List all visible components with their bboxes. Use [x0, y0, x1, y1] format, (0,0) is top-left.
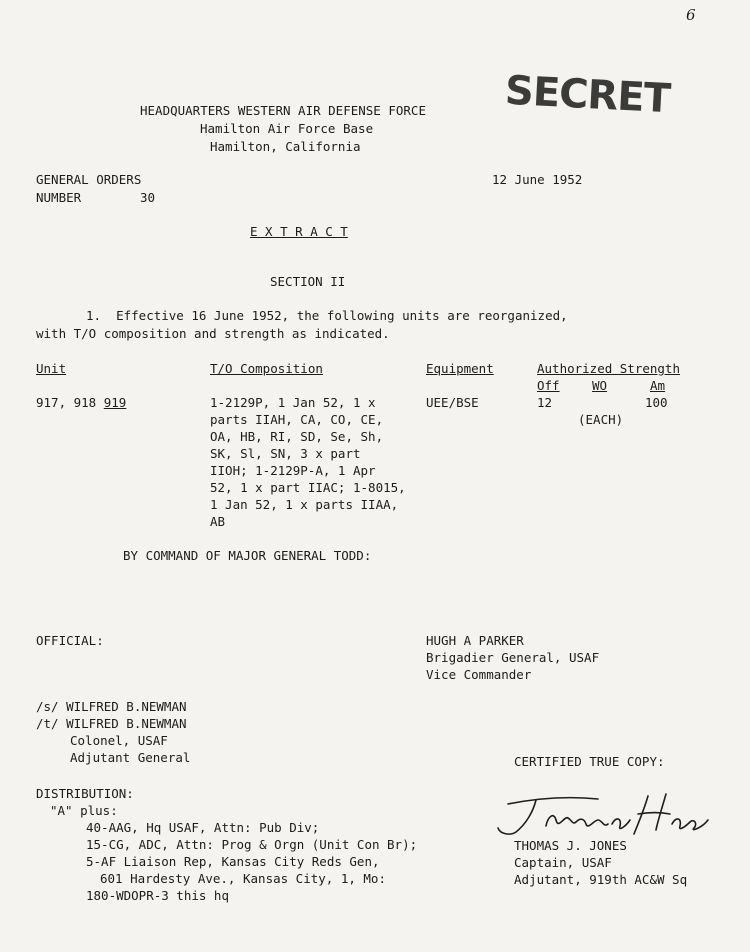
commander-rank: Brigadier General, USAF	[426, 650, 600, 665]
distribution-line: 15-CG, ADC, Attn: Prog & Orgn (Unit Con Br);	[86, 837, 418, 852]
composition-line: 52, 1 x part IIAC; 1-8015,	[210, 480, 406, 495]
composition-line: IIOH; 1-2129P-A, 1 Apr	[210, 463, 376, 478]
section-title: SECTION II	[270, 274, 346, 289]
subheader-off: Off	[537, 378, 560, 393]
certifier-rank: Captain, USAF	[514, 855, 612, 870]
col-header-unit: Unit	[36, 361, 67, 376]
certifier-title: Adjutant, 919th AC&W Sq	[514, 872, 688, 887]
distribution-line: 40-AAG, Hq USAF, Attn: Pub Div;	[86, 820, 320, 835]
order-date: 12 June 1952	[492, 172, 583, 187]
adjutant-title: Adjutant General	[70, 750, 191, 765]
subheader-am: Am	[650, 378, 666, 393]
classification-stamp: SECRET	[503, 67, 671, 123]
composition-line: SK, Sl, SN, 3 x part	[210, 446, 361, 461]
official-label: OFFICIAL:	[36, 633, 104, 648]
distribution-line: 601 Hardesty Ave., Kansas City, 1, Mo:	[100, 871, 386, 886]
composition-line: parts IIAH, CA, CO, CE,	[210, 412, 384, 427]
equipment-cell: UEE/BSE	[426, 395, 479, 410]
strength-off: 12	[537, 395, 553, 410]
strength-am: 100	[645, 395, 668, 410]
distribution-label: DISTRIBUTION:	[36, 786, 134, 801]
unit-numbers: 917, 918	[36, 395, 97, 410]
certified-true-copy: CERTIFIED TRUE COPY:	[514, 754, 665, 769]
general-orders-label: GENERAL ORDERS	[36, 172, 142, 187]
unit-cell	[36, 396, 126, 410]
certifier-name: THOMAS J. JONES	[514, 838, 627, 853]
commander-name: HUGH A PARKER	[426, 633, 524, 648]
paragraph-line-1: 1. Effective 16 June 1952, the following units are reorganized,	[86, 308, 568, 323]
page-number: 6	[686, 6, 696, 24]
commander-title: Vice Commander	[426, 667, 532, 682]
orders-number: 30	[140, 190, 156, 205]
unit-number-underlined: 919	[103, 395, 127, 410]
header-line-3: Hamilton, California	[210, 139, 361, 154]
adjutant-typed: /t/ WILFRED B.NEWMAN	[36, 716, 187, 731]
distribution-line: "A" plus:	[50, 803, 118, 818]
strength-each: (EACH)	[578, 412, 624, 427]
handwritten-signature	[488, 790, 718, 842]
adjutant-rank: Colonel, USAF	[70, 733, 168, 748]
number-label: NUMBER	[36, 190, 82, 205]
col-header-equipment: Equipment	[426, 361, 494, 376]
composition-line: OA, HB, RI, SD, Se, Sh,	[210, 429, 384, 444]
extract-title: E X T R A C T	[250, 224, 348, 239]
composition-line: AB	[210, 514, 226, 529]
composition-line: 1 Jan 52, 1 x parts IIAA,	[210, 497, 399, 512]
col-header-strength: Authorized Strength	[537, 361, 680, 376]
distribution-line: 5-AF Liaison Rep, Kansas City Reds Gen,	[86, 854, 380, 869]
composition-line: 1-2129P, 1 Jan 52, 1 x	[210, 395, 376, 410]
paragraph-line-2: with T/O composition and strength as indicated.	[36, 326, 390, 341]
subheader-wo: WO	[592, 378, 608, 393]
command-line: BY COMMAND OF MAJOR GENERAL TODD:	[123, 548, 372, 563]
header-line-1: HEADQUARTERS WESTERN AIR DEFENSE FORCE	[140, 103, 426, 118]
col-header-composition: T/O Composition	[210, 361, 323, 376]
distribution-line: 180-WDOPR-3 this hq	[86, 888, 229, 903]
adjutant-signed: /s/ WILFRED B.NEWMAN	[36, 699, 187, 714]
header-line-2: Hamilton Air Force Base	[200, 121, 374, 136]
